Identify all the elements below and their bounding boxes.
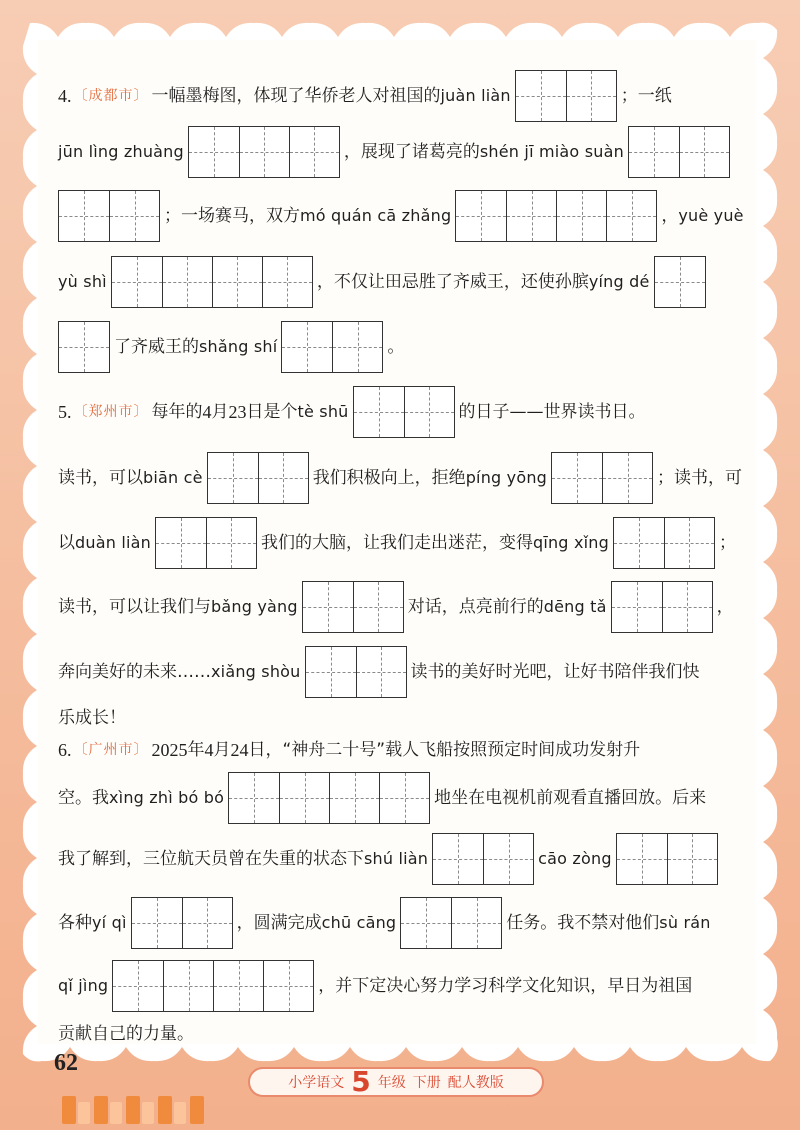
- q4-text: ；一纸: [620, 85, 672, 106]
- answer-boxes[interactable]: [432, 833, 534, 885]
- answer-boxes[interactable]: [188, 126, 340, 178]
- pinyin-prompt: shú liàn: [364, 849, 429, 868]
- q6-line-3: [58, 833, 748, 885]
- page-number: 62: [54, 1050, 78, 1076]
- q5-text: 乐成长！: [58, 707, 126, 728]
- tianzige-cell[interactable]: [516, 71, 566, 121]
- q5-line-1: [58, 386, 748, 438]
- answer-boxes[interactable]: [281, 321, 383, 373]
- tianzige-cell[interactable]: [113, 961, 163, 1011]
- answer-boxes[interactable]: [455, 190, 657, 242]
- tianzige-cell[interactable]: [451, 898, 501, 948]
- answer-boxes[interactable]: [515, 70, 617, 122]
- tianzige-cell[interactable]: [262, 257, 312, 307]
- pinyin-prompt: cāo zòng: [538, 849, 612, 868]
- q6-text: 月: [213, 739, 231, 760]
- q5-line-5: [58, 646, 748, 698]
- q4-text: 一幅墨梅图，体现了华侨老人对祖国的: [151, 85, 441, 106]
- tianzige-cell[interactable]: [182, 898, 232, 948]
- q6-number-text: 4: [204, 740, 214, 760]
- q6-number-text: 24: [230, 740, 249, 760]
- pinyin-prompt: xìng zhì bó bó: [109, 788, 225, 807]
- q5-text: 日是个: [246, 401, 298, 422]
- tianzige-cell[interactable]: [483, 834, 533, 884]
- pinyin-prompt: jūn lìng zhuàng: [58, 142, 184, 161]
- q6-text: 各种: [58, 912, 92, 933]
- pinyin-prompt: sù rán: [659, 913, 711, 932]
- footer-edition: 配人教版: [447, 1075, 504, 1091]
- q4-line-1: [58, 70, 748, 122]
- footer-badge: [248, 1067, 544, 1097]
- q4-number: 4.: [58, 86, 72, 106]
- tianzige-cell[interactable]: [289, 127, 339, 177]
- tianzige-cell[interactable]: [404, 387, 454, 437]
- tianzige-cell[interactable]: [162, 257, 212, 307]
- q6-text: 地坐在电视机前观看直播回放。后来: [434, 787, 707, 808]
- answer-boxes[interactable]: [155, 517, 257, 569]
- pinyin-prompt: biān cè: [143, 468, 203, 487]
- q5-text: ，: [716, 596, 734, 617]
- pinyin-prompt: yù shì: [58, 272, 107, 291]
- pinyin-prompt: juàn liàn: [440, 86, 511, 105]
- pinyin-prompt: shǎng shí: [199, 337, 278, 356]
- pinyin-prompt: yuè yuè: [678, 206, 744, 225]
- pinyin-prompt: qīng xǐng: [532, 533, 609, 552]
- answer-boxes[interactable]: [131, 897, 233, 949]
- tianzige-cell[interactable]: [258, 453, 308, 503]
- q5-text: 读书，可以让我们与: [58, 596, 211, 617]
- pinyin-prompt: xiǎng shòu: [211, 662, 301, 681]
- answer-boxes[interactable]: [353, 386, 455, 438]
- tianzige-cell[interactable]: [606, 191, 656, 241]
- q6-line-6: [58, 1022, 748, 1046]
- tianzige-cell[interactable]: [208, 453, 258, 503]
- pinyin-prompt: tè shū: [297, 402, 349, 421]
- q6-line-4: [58, 897, 748, 949]
- q6-number-text: 2025: [151, 740, 188, 760]
- pinyin-prompt: qǐ jìng: [58, 976, 109, 995]
- q6-text: ，并下定决心努力学习科学文化知识，早日为祖国: [318, 975, 693, 996]
- q6-line-5: [58, 960, 748, 1012]
- answer-boxes[interactable]: [302, 581, 404, 633]
- tianzige-cell[interactable]: [353, 582, 403, 632]
- tianzige-cell[interactable]: [59, 191, 109, 241]
- q6-text: 日，“神舟二十号”载人飞船按照预定时间成功发射升: [248, 739, 641, 760]
- q5-number-text: 4: [202, 402, 212, 422]
- tianzige-cell[interactable]: [59, 322, 109, 372]
- q5-text: 读书的美好时光吧，让好书陪伴我们快: [410, 661, 700, 682]
- tianzige-cell[interactable]: [156, 518, 206, 568]
- tianzige-cell[interactable]: [401, 898, 451, 948]
- footer-subject: 小学语文: [288, 1075, 345, 1091]
- pinyin-prompt: duàn liàn: [75, 533, 151, 552]
- tianzige-cell[interactable]: [667, 834, 717, 884]
- tianzige-cell[interactable]: [629, 127, 679, 177]
- pinyin-prompt: píng yōng: [465, 468, 548, 487]
- tianzige-cell[interactable]: [356, 647, 406, 697]
- q5-text: 读书，可以: [58, 467, 143, 488]
- tianzige-cell[interactable]: [306, 647, 356, 697]
- q4-text: 。: [387, 336, 405, 357]
- tianzige-cell[interactable]: [239, 127, 289, 177]
- q5-line-6: [58, 706, 748, 730]
- q4-line-3: [58, 190, 748, 242]
- q4-text: ，展现了诸葛亮的: [343, 141, 480, 162]
- q4-text: ；一场赛马，双方: [164, 205, 300, 226]
- q5-line-2: [58, 452, 748, 504]
- tianzige-cell[interactable]: [664, 518, 714, 568]
- q4-line-4: [58, 256, 748, 308]
- tianzige-cell[interactable]: [263, 961, 313, 1011]
- q4-line-5: [58, 321, 748, 373]
- q6-line-1: [58, 738, 748, 762]
- answer-boxes[interactable]: [628, 126, 730, 178]
- tianzige-cell[interactable]: [189, 127, 239, 177]
- pinyin-prompt: shén jī miào suàn: [479, 142, 624, 161]
- q4-text: 了齐威王的: [114, 336, 199, 357]
- tianzige-cell[interactable]: [332, 322, 382, 372]
- answer-boxes[interactable]: [112, 960, 314, 1012]
- q5-line-4: [58, 581, 748, 633]
- tianzige-cell[interactable]: [354, 387, 404, 437]
- q6-text: 贡献自己的力量。: [58, 1023, 194, 1044]
- answer-boxes[interactable]: [58, 321, 110, 373]
- pinyin-prompt: yí qì: [92, 913, 127, 932]
- tianzige-cell[interactable]: [456, 191, 506, 241]
- tianzige-cell[interactable]: [433, 834, 483, 884]
- q5-text: ；: [718, 532, 736, 553]
- tianzige-cell[interactable]: [279, 773, 329, 823]
- tianzige-cell[interactable]: [602, 453, 652, 503]
- answer-boxes[interactable]: [111, 256, 313, 308]
- tianzige-cell[interactable]: [679, 127, 729, 177]
- answer-boxes[interactable]: [207, 452, 309, 504]
- tianzige-cell[interactable]: [112, 257, 162, 307]
- answer-boxes[interactable]: [305, 646, 407, 698]
- answer-boxes[interactable]: [400, 897, 502, 949]
- answer-boxes[interactable]: [613, 517, 715, 569]
- pinyin-prompt: yíng dé: [588, 272, 650, 291]
- tianzige-cell[interactable]: [612, 582, 662, 632]
- tianzige-cell[interactable]: [552, 453, 602, 503]
- tianzige-cell[interactable]: [556, 191, 606, 241]
- tianzige-cell[interactable]: [566, 71, 616, 121]
- q5-text: 我们积极向上，拒绝: [312, 467, 466, 488]
- tianzige-cell[interactable]: [506, 191, 556, 241]
- q5-text: 对话，点亮前行的: [407, 596, 544, 617]
- answer-boxes[interactable]: [58, 190, 160, 242]
- tianzige-cell[interactable]: [662, 582, 712, 632]
- answer-boxes[interactable]: [654, 256, 706, 308]
- q5-text: 奔向美好的未来……: [58, 661, 211, 682]
- footer-grade: 年级: [377, 1075, 406, 1091]
- tianzige-cell[interactable]: [303, 582, 353, 632]
- tianzige-cell[interactable]: [163, 961, 213, 1011]
- q6-text: ，圆满完成: [236, 912, 322, 933]
- q5-city-tag: 〔郑州市〕: [73, 404, 149, 420]
- tianzige-cell[interactable]: [617, 834, 667, 884]
- q5-text: 以: [58, 532, 75, 553]
- tianzige-cell[interactable]: [229, 773, 279, 823]
- q5-text: 我们的大脑，让我们走出迷茫，变得: [260, 532, 533, 553]
- tianzige-cell[interactable]: [132, 898, 182, 948]
- q5-line-3: [58, 517, 748, 569]
- q5-number: 5.: [58, 402, 72, 422]
- answer-boxes[interactable]: [228, 772, 430, 824]
- q5-text: 每年的: [151, 401, 203, 422]
- tianzige-cell[interactable]: [379, 773, 429, 823]
- pinyin-prompt: chū cāng: [321, 913, 397, 932]
- q6-number: 6.: [58, 740, 72, 760]
- q6-city-tag: 〔广州市〕: [73, 742, 149, 758]
- pinyin-prompt: bǎng yàng: [211, 597, 298, 616]
- q5-text: ；读书，可: [657, 467, 743, 488]
- tianzige-cell[interactable]: [282, 322, 332, 372]
- footer-term: 下册: [412, 1075, 441, 1091]
- pinyin-prompt: dēng tǎ: [543, 597, 607, 616]
- q4-text: ，: [661, 205, 679, 226]
- pinyin-prompt: mó quán cā zhǎng: [300, 206, 452, 225]
- q4-text: ，不仅让田忌胜了齐威王，还使孙膑: [316, 271, 589, 292]
- tianzige-cell[interactable]: [109, 191, 159, 241]
- answer-boxes[interactable]: [551, 452, 653, 504]
- q4-city-tag: 〔成都市〕: [73, 88, 149, 104]
- answer-boxes[interactable]: [616, 833, 718, 885]
- tianzige-cell[interactable]: [614, 518, 664, 568]
- q5-text: 月: [211, 401, 229, 422]
- q6-line-2: [58, 772, 748, 824]
- footer-grade-number: 5: [351, 1065, 371, 1098]
- tianzige-cell[interactable]: [655, 257, 705, 307]
- tianzige-cell[interactable]: [212, 257, 262, 307]
- q6-text: 空。我: [58, 787, 109, 808]
- q5-text: 的日子——世界读书日。: [458, 401, 646, 422]
- q6-text: 任务。我不禁对他们: [506, 912, 660, 933]
- tianzige-cell[interactable]: [213, 961, 263, 1011]
- tianzige-cell[interactable]: [206, 518, 256, 568]
- q4-line-2: [58, 126, 748, 178]
- tianzige-cell[interactable]: [329, 773, 379, 823]
- q5-number-text: 23: [228, 402, 247, 422]
- pencil-decoration-icon: [60, 1092, 230, 1128]
- q6-text: 年: [187, 739, 205, 760]
- q6-text: 我了解到，三位航天员曾在失重的状态下: [58, 848, 364, 869]
- answer-boxes[interactable]: [611, 581, 713, 633]
